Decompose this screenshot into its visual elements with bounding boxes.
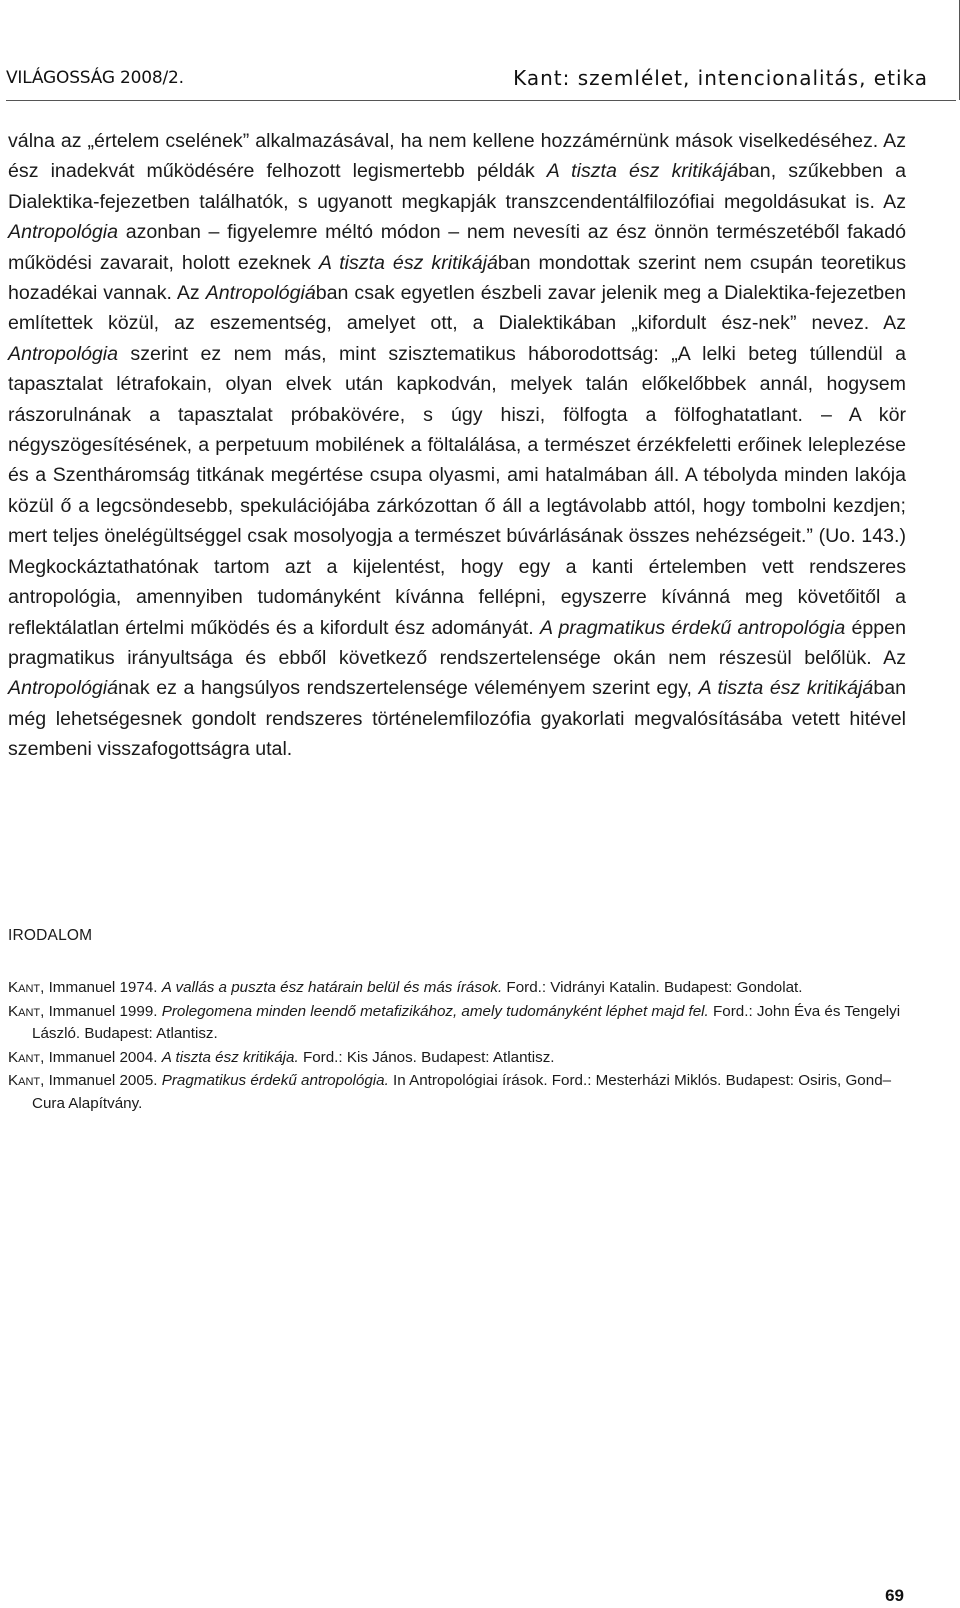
references-heading: IRODALOM <box>8 927 93 944</box>
reference-item <box>8 977 906 1000</box>
work-title: Prolegomena minden leendő metafizikához, amely tudományként léphet majd fel. <box>161 1002 709 1020</box>
text-run: ban, szűkebben a Dialektika-fejezetben találhatók, s ugyanott megkapják transzcendentálfilozófiai megoldásukat is. Az <box>8 160 906 213</box>
reference-list <box>8 977 906 1117</box>
text-run: azonban – figyelemre méltó módon – nem nevesíti az ész önnön természetéből fakadó működési zavarait, holott ezeknek <box>8 221 906 274</box>
text-run: válna az „értelem cselének” alkalmazásával, ha nem kellene hozzámérnünk mások viselkedéséhez. Az ész inadekvát működésére felhozott legismertebb példák <box>8 130 906 183</box>
italic-title: A pragmatikus érdekű antropológia <box>539 616 846 639</box>
publication-info: In Antropológiai írások. Ford.: Mesterházi Miklós. Budapest: Osiris, Gond–Cura Alapítvány. <box>32 1072 892 1112</box>
work-title: Pragmatikus érdekű antropológia. <box>161 1072 389 1090</box>
header-rule <box>6 100 956 101</box>
page-header <box>6 60 942 100</box>
publication-info: Ford.: Vidrányi Katalin. Budapest: Gondolat. <box>502 979 803 996</box>
publication-info: Ford.: John Éva és Tengelyi László. Budapest: Atlantisz. <box>32 1002 901 1043</box>
author-rest: , Immanuel 2004. <box>40 1048 162 1066</box>
italic-title: A tiszta ész kritikájá <box>698 677 874 700</box>
italic-title: A tiszta ész kritikájá <box>318 251 498 274</box>
body-text <box>8 126 906 765</box>
author-rest: , Immanuel 1999. <box>40 1002 162 1020</box>
author-surname: Kant <box>8 1072 41 1090</box>
reference-item <box>8 1001 906 1046</box>
text-run: szerint ez nem más, mint szisztematikus háborodottság: „A lelki beteg túllendül a tapasztalat létrafokain, olyan elvek után kapkodván, melyek talán előkelőbbek annál, hogysem rászorulnának a tapasztalat próbakövére, s úgy hiszi, fölfogta a fölfoghatatlant. – A kör négyszögesítésének, a perpetuum mobilének a föltalálása, a természet érzékfeletti erőinek leleplezése és a Szentháromság titkának megértése csupa olyasmi, ami hatalmában áll. A tébolyda minden lakója közül ő a legcsöndesebb, spekulációjába zárkózottan ő áll a legtávolabb attól, hogy tombolni kezdjen; mert teljes önelégültséggel csak mosolyogja a természet búvárlásának összes nehézségeit.” (Uo. 143.) Megkockáztathatónak tartom azt a kijelentést, hogy egy a kanti értelemben vett rendszeres antropológia, amennyiben tudományként kívánna fellépni, egyszerre kívánná meg követőitől a reflektálatlan értelmi működés és a kifordult ész adományát. <box>8 342 906 639</box>
paragraph <box>8 126 906 765</box>
work-title: A tiszta ész kritikája. <box>161 1048 299 1066</box>
reference-item <box>8 1047 906 1070</box>
publication-info: Ford.: Kis János. Budapest: Atlantisz. <box>298 1048 555 1066</box>
author-surname: Kant <box>8 1002 41 1020</box>
italic-title: Antropológia <box>8 221 119 244</box>
text-run: ban csak egyetlen észbeli zavar jelenik meg a Dialektika-fejezetben említettek közül, az eszementség, amelyet ott, a Dialektikában „kifordult ész-nek” nevez. Az <box>8 282 906 335</box>
italic-title: Antropológia <box>8 342 119 365</box>
italic-title: A tiszta ész kritikájá <box>546 160 738 183</box>
italic-title: Antropológiá <box>8 677 119 700</box>
author-surname: Kant <box>8 1048 41 1066</box>
author-rest: , Immanuel 1974. <box>40 979 162 996</box>
text-run: nak ez a hangsúlyos rendszertelensége véleményem szerint egy, <box>118 677 699 700</box>
page-number: 69 <box>885 1586 904 1605</box>
text-run: éppen pragmatikus irányultsága és ebből következő rendszertelensége okán nem részesül belőlük. Az <box>8 616 906 669</box>
author-rest: , Immanuel 2005. <box>40 1072 162 1090</box>
text-run: ban mondottak szerint nem csupán teoretikus hozadékai vannak. Az <box>8 251 907 305</box>
italic-title: Antropológiá <box>205 282 316 305</box>
work-title: A vallás a puszta ész határain belül és más írások. <box>161 979 503 996</box>
author-surname: Kant <box>8 979 41 996</box>
text-run: ban még lehetségesnek gondolt rendszeres történelemfilozófia gyakorlati megvalósításába vetett hitével szembeni visszafogottságra utal. <box>8 677 907 761</box>
running-title: Kant: szemlélet, intencionalitás, etika <box>513 66 928 90</box>
journal-issue: VILÁGOSSÁG 2008/2. <box>6 68 184 88</box>
reference-item <box>8 1070 906 1115</box>
